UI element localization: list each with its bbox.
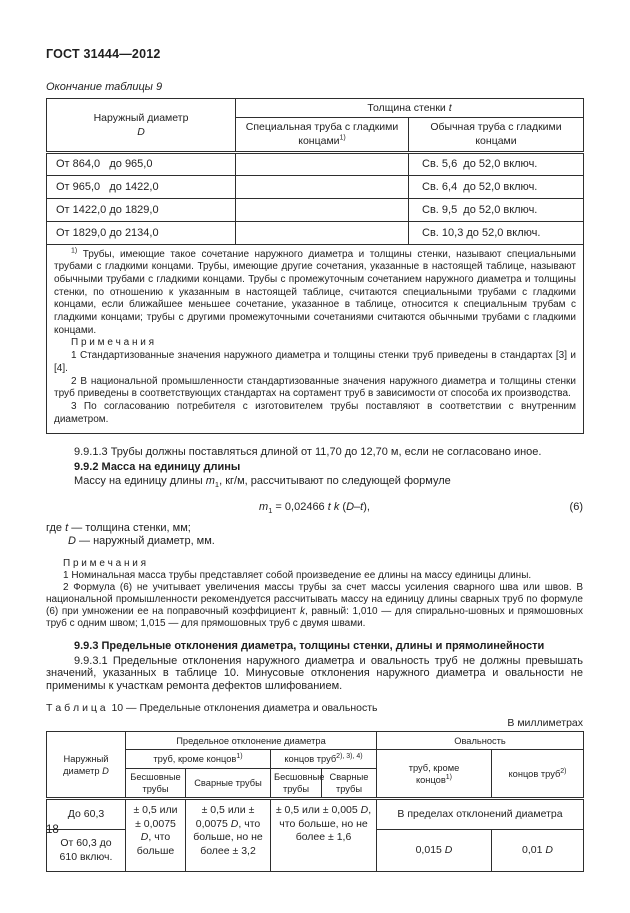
table9 bbox=[46, 98, 584, 434]
heading-992: 9.9.2 Масса на единицу длины bbox=[74, 460, 241, 473]
where-def-t: — толщина стенки, мм; bbox=[68, 522, 191, 535]
t9-header-ordinary-pipe bbox=[409, 118, 584, 152]
var-D: D bbox=[545, 844, 553, 857]
t10-cell-ovality-ends-value bbox=[492, 830, 584, 872]
minus-sign: – bbox=[354, 501, 361, 514]
table-row bbox=[47, 799, 584, 830]
mass-note-2-post: , равный: 1,010 — для спирально-шовных и прямошовных труб с одним швом; 1,015 — для прямошовных труб с двумя швами. bbox=[46, 606, 583, 630]
paragraph-9913: 9.9.1.3 Трубы должны поставляться длиной от 11,70 до 12,70 м, если не согласовано иное. bbox=[74, 446, 542, 459]
doc-number: ГОСТ 31444—2012 bbox=[46, 47, 161, 61]
t9-cell-ordinary: Св. 9,5 до 52,0 включ. bbox=[409, 198, 584, 221]
var-m-sub: 1 bbox=[214, 480, 220, 490]
var-t: t bbox=[65, 522, 69, 535]
t9-cell-ordinary: Св. 6,4 до 52,0 включ. bbox=[409, 175, 584, 198]
var-D: D bbox=[346, 501, 355, 514]
var-t: t bbox=[360, 501, 364, 514]
footnote-ref-1: 1) bbox=[236, 753, 243, 761]
t10-header-welded-body: Сварные трубы bbox=[186, 769, 271, 799]
var-D: D bbox=[102, 765, 109, 776]
dev-text: ± 0,5 или ± 0,0075 bbox=[195, 804, 255, 830]
table-row bbox=[47, 152, 584, 175]
oval-value: 0,01 bbox=[522, 844, 546, 857]
t9-cell-diameter: От 965,0 до 1422,0 bbox=[47, 175, 236, 198]
formula-6 bbox=[46, 501, 583, 515]
var-t: t bbox=[448, 102, 452, 114]
t10-cell-seamless-deviation bbox=[126, 799, 186, 872]
t10-pipe-body-label: труб, кроме концов bbox=[153, 754, 237, 765]
mass-text-pre: Массу на единицу длины bbox=[74, 475, 206, 488]
t9-header-special-pipe bbox=[236, 118, 409, 152]
dev-text: , что больше bbox=[136, 831, 175, 857]
t10-cell-diameter-range-2: От 60,3 до 610 включ. bbox=[47, 830, 126, 872]
t10-pipe-ends-label: концов труб bbox=[284, 754, 337, 765]
table10 bbox=[46, 731, 584, 872]
t10-cell-ovality-within: В пределах отклонений диаметра bbox=[377, 799, 584, 830]
heading-993: 9.9.3 Предельные отклонения диаметра, толщины стенки, длины и прямолинейности bbox=[74, 640, 545, 653]
t10-cell-ends-deviation bbox=[271, 799, 377, 872]
dev-text: , что больше, но не более ± 3,2 bbox=[193, 817, 263, 857]
table10-units: В миллиметрах bbox=[507, 717, 583, 730]
oval-value: 0,015 bbox=[415, 844, 445, 857]
t10-header-welded-ends: Сварные трубы bbox=[322, 769, 377, 799]
t10-header-seamless-body: Бесшовные трубы bbox=[126, 769, 186, 799]
var-tk: t k bbox=[327, 501, 340, 514]
formula-expression bbox=[259, 501, 370, 516]
t10-oval-ends-label: концов труб bbox=[508, 768, 561, 779]
var-D: D bbox=[360, 804, 369, 817]
t9-cell-diameter: От 1422,0 до 1829,0 bbox=[47, 198, 236, 221]
t9-note-2: 2 В национальной промышленности стандартизованные значения наружного диаметра и толщины стенки труб приведены в соответствующих стандартах на сортамент труб в зависимости от способа их производства. bbox=[54, 375, 576, 400]
t10-cell-ovality-body-value bbox=[377, 830, 492, 872]
paren-open: ( bbox=[339, 501, 347, 514]
t10-diameter-line1: Наружный bbox=[63, 753, 109, 764]
mass-note-1: 1 Номинальная масса трубы представляет собой произведение ее длины на массу единицы длины. bbox=[63, 570, 532, 582]
t10-header-ovality-group: Овальность bbox=[377, 732, 584, 750]
t10-header-ovality-body bbox=[377, 750, 492, 799]
t9-special-label: Специальная труба с гладкими концами bbox=[245, 121, 399, 148]
t9-cell-special bbox=[236, 221, 409, 244]
paren-close: ), bbox=[363, 501, 370, 514]
t9-header-outer-diameter bbox=[47, 99, 236, 153]
t9-cell-diameter: От 864,0 до 965,0 bbox=[47, 152, 236, 175]
mass-notes-title: П р и м е ч а н и я bbox=[63, 558, 147, 570]
page-content bbox=[46, 0, 583, 872]
where-def-D: — наружный диаметр, мм. bbox=[75, 534, 215, 547]
table9-caption: Окончание таблицы 9 bbox=[46, 81, 163, 93]
table9-header-row-1 bbox=[47, 99, 584, 118]
t10-diameter-line2: диаметр bbox=[63, 765, 103, 776]
table-row bbox=[47, 198, 584, 221]
t9-cell-diameter: От 1829,0 до 2134,0 bbox=[47, 221, 236, 244]
table10-caption: Т а б л и ц а 10 — Предельные отклонения диаметра и овальность bbox=[46, 702, 378, 715]
footnote-ref-2: 2) bbox=[560, 767, 567, 775]
t9-header-diameter-label: Наружный диаметр bbox=[93, 111, 189, 124]
var-m-sub: 1 bbox=[268, 506, 273, 516]
t10-cell-welded-deviation bbox=[186, 799, 271, 872]
t9-header-wall-thickness bbox=[236, 99, 584, 118]
t10-oval-body-line1: труб, кроме bbox=[408, 762, 460, 773]
footnote-ref-1: 1) bbox=[339, 134, 346, 142]
where-label: где bbox=[46, 522, 66, 535]
t9-cell-ordinary: Св. 10,3 до 52,0 включ. bbox=[409, 221, 584, 244]
table9-footnote-row bbox=[47, 244, 584, 434]
t9-cell-special bbox=[236, 175, 409, 198]
dev-text: , что больше, но не более ± 1,6 bbox=[279, 804, 372, 844]
var-D: D bbox=[444, 844, 453, 857]
t9-footnote bbox=[54, 249, 576, 338]
t10-header-deviation-group: Предельное отклонение диаметра bbox=[126, 732, 377, 750]
table-row bbox=[47, 175, 584, 198]
t9-thickness-label: Толщина стенки bbox=[367, 102, 449, 114]
var-D: D bbox=[68, 534, 76, 547]
where-line-1 bbox=[46, 522, 583, 535]
t10-header-outer-diameter bbox=[47, 732, 126, 799]
var-D: D bbox=[230, 817, 239, 830]
t10-cell-diameter-range-1: До 60,3 bbox=[47, 799, 126, 830]
footnote-marker-1: 1) bbox=[71, 247, 78, 255]
table10-header-row-1 bbox=[47, 732, 584, 750]
t9-note-1: 1 Стандартизованные значения наружного диаметра и толщины стенки труб приведены в стандартах [3] и [4]. bbox=[54, 350, 576, 374]
var-k: k bbox=[299, 606, 305, 618]
page-number: 18 bbox=[46, 824, 59, 836]
t9-cell-special bbox=[236, 152, 409, 175]
t9-footnote-text: Трубы, имеющие такое сочетание наружного диаметра и толщины стенки, называют специальными трубами с гладкими концами. Трубы, имеющие другие сочетания, указанные в настоящей таблице, называют обычными трубами с гладкими концами. Трубы с промежуточным сочетанием наружного диаметра и толщины стенки, по отношению к указанным в настоящей таблице, считаются специальными трубами с гладкими концами, если ближайшее меньшее сочетание, указанное в таблице, относится к специальным трубам с гладкими концами; трубы с другими промежуточными сочетаниями считаются обычными трубами с гладкими концами. bbox=[54, 248, 576, 336]
mass-note-2-pre: 2 Формула (6) не учитывает увеличения массы трубы за счет массы усиления сварного шва или швов. В национальной промышленности рекомендуется рассчитывать массу на единицу длины сварных труб по формуле (6) при умножении ее на поправочный коэффициент bbox=[46, 582, 583, 618]
table-row bbox=[47, 221, 584, 244]
var-m: m bbox=[205, 475, 215, 488]
where-line-2 bbox=[46, 535, 583, 548]
footnote-ref-1: 1) bbox=[445, 773, 453, 781]
t10-oval-body-line2: концов bbox=[415, 774, 446, 785]
t9-cell-ordinary: Св. 5,6 до 52,0 включ. bbox=[409, 152, 584, 175]
mass-notes bbox=[46, 558, 583, 630]
t10-header-ovality-ends bbox=[492, 750, 584, 799]
t9-cell-special bbox=[236, 198, 409, 221]
t9-notes-title: П р и м е ч а н и я bbox=[71, 337, 155, 349]
t10-header-pipe-ends bbox=[271, 750, 377, 769]
paragraph-9931: 9.9.3.1 Предельные отклонения наружного диаметра и овальность труб не должны превышать значений, указанных в таблице 10. Минусовые отклонения наружного диаметра и овальности не применимы к участкам ремонта дефектов шлифованием. bbox=[46, 654, 583, 692]
t9-footnote-cell bbox=[47, 244, 584, 434]
paragraph-mass bbox=[46, 475, 583, 492]
var-D: D bbox=[137, 125, 145, 138]
mass-note-2 bbox=[46, 582, 583, 630]
mass-text-post: , кг/м, рассчитывают по следующей формуле bbox=[219, 475, 451, 488]
table10-header-row-2 bbox=[47, 750, 584, 769]
dev-text: ± 0,5 или ± 0,005 bbox=[275, 804, 361, 817]
dev-text: ± 0,5 или ± 0,0075 bbox=[133, 804, 178, 830]
t10-header-pipe-body bbox=[126, 750, 271, 769]
formula-number: (6) bbox=[569, 501, 583, 514]
var-m: m bbox=[259, 501, 269, 514]
footnote-ref-234: 2), 3), 4) bbox=[336, 753, 363, 761]
var-D: D bbox=[140, 831, 149, 844]
formula-coefficient: = 0,02466 bbox=[272, 501, 328, 514]
t10-header-seamless-ends: Бесшовные трубы bbox=[271, 769, 322, 799]
t9-note-3: 3 По согласованию потребителя с изготовителем трубы поставляют в соответствии с внутренним диаметром. bbox=[54, 400, 576, 425]
t9-ordinary-label: Обычная труба с гладкими концами bbox=[430, 121, 562, 148]
